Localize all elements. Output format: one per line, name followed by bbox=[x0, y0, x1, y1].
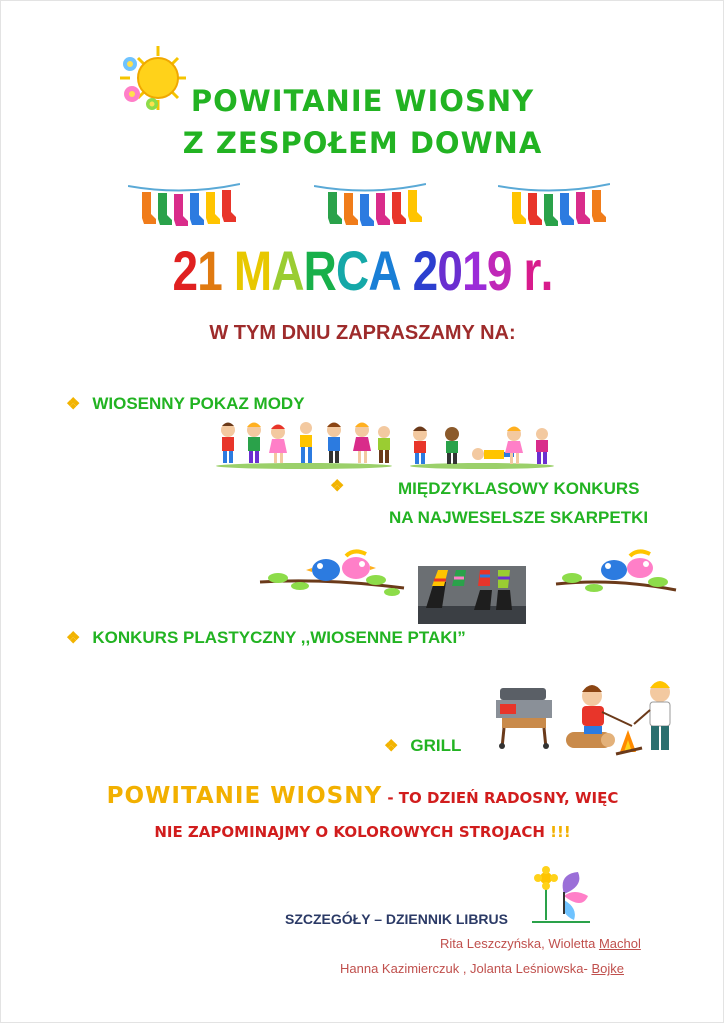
list-item bbox=[66, 394, 305, 414]
list-item bbox=[384, 736, 461, 756]
diamond-bullet-icon: ❖ bbox=[66, 630, 81, 647]
slogan-exclaim: !!! bbox=[550, 823, 571, 841]
date-character: 1 bbox=[197, 239, 222, 302]
date-character: 2 bbox=[412, 239, 438, 302]
diamond-bullet-icon: ❖ bbox=[384, 738, 399, 755]
socks-clothesline-icon bbox=[498, 180, 610, 238]
slogan-line-1 bbox=[0, 783, 725, 809]
invite-heading: W TYM DNIU ZAPRASZAMY NA: bbox=[209, 322, 516, 344]
list-item bbox=[330, 476, 356, 496]
slogan-rest: - TO DZIEŃ RADOSNY, WIĘC bbox=[382, 789, 619, 807]
colorful-socks-feet-icon bbox=[418, 566, 526, 624]
socks-clothesline-icon bbox=[128, 180, 240, 238]
date-character: C bbox=[336, 239, 369, 302]
signature-names-1: Rita Leszczyńska, Wioletta bbox=[440, 936, 599, 951]
item-label-line-2: NA NAJWESELSZE SKARPETKI bbox=[389, 508, 649, 527]
butterfly-flower-icon bbox=[528, 864, 598, 928]
signature-surname-2: Bojke bbox=[591, 961, 624, 976]
slogan-highlight: POWITANIE WIOSNY bbox=[106, 783, 383, 809]
item-label: KONKURS PLASTYCZNY ,,WIOSENNE PTAKI” bbox=[92, 628, 466, 647]
signature-line-1 bbox=[440, 936, 641, 951]
item-label: WIOSENNY POKAZ MODY bbox=[92, 394, 305, 413]
signature-surname-1: Machol bbox=[598, 936, 641, 951]
birds-on-branch-icon bbox=[256, 548, 406, 600]
date-character bbox=[401, 238, 413, 303]
slogan-line-2-text: NIE ZAPOMINAJMY O KOLOROWYCH STROJACH bbox=[154, 823, 551, 841]
date-character: r bbox=[523, 239, 541, 302]
date-character: 9 bbox=[486, 239, 512, 302]
diamond-bullet-icon: ❖ bbox=[330, 478, 345, 495]
date-character bbox=[222, 238, 234, 303]
birds-on-branch-icon bbox=[554, 548, 678, 600]
date-character: A bbox=[271, 239, 304, 302]
details-note: SZCZEGÓŁY – DZIENNIK LIBRUS bbox=[285, 911, 508, 927]
slogan-line-2 bbox=[0, 823, 725, 841]
date-character: A bbox=[368, 239, 401, 302]
item-label: GRILL bbox=[410, 736, 462, 755]
socks-clothesline-icon bbox=[314, 180, 426, 238]
date-character: M bbox=[233, 239, 272, 302]
signature-line-2 bbox=[340, 961, 624, 976]
grill-icon bbox=[494, 686, 556, 750]
date-character: 0 bbox=[437, 239, 463, 302]
title-line-2: Z ZESPOŁEM DOWNA bbox=[182, 126, 543, 160]
list-item bbox=[66, 628, 466, 648]
title-line-1: POWITANIE WIOSNY bbox=[190, 84, 535, 118]
date-character bbox=[512, 238, 524, 303]
date-character: . bbox=[540, 239, 553, 302]
signature-names-2: Hanna Kazimierczuk , Jolanta Leśniowska- bbox=[340, 961, 592, 976]
date-character: R bbox=[303, 239, 337, 302]
item-label: MIĘDZYKLASOWY KONKURS bbox=[398, 479, 640, 498]
kids-campfire-icon bbox=[562, 676, 684, 758]
event-date bbox=[65, 238, 660, 303]
diamond-bullet-icon: ❖ bbox=[66, 396, 81, 413]
date-character: 2 bbox=[172, 239, 198, 302]
date-character: 1 bbox=[462, 239, 487, 302]
dancing-kids-icon bbox=[214, 418, 394, 470]
dancing-kids-icon bbox=[408, 424, 556, 470]
